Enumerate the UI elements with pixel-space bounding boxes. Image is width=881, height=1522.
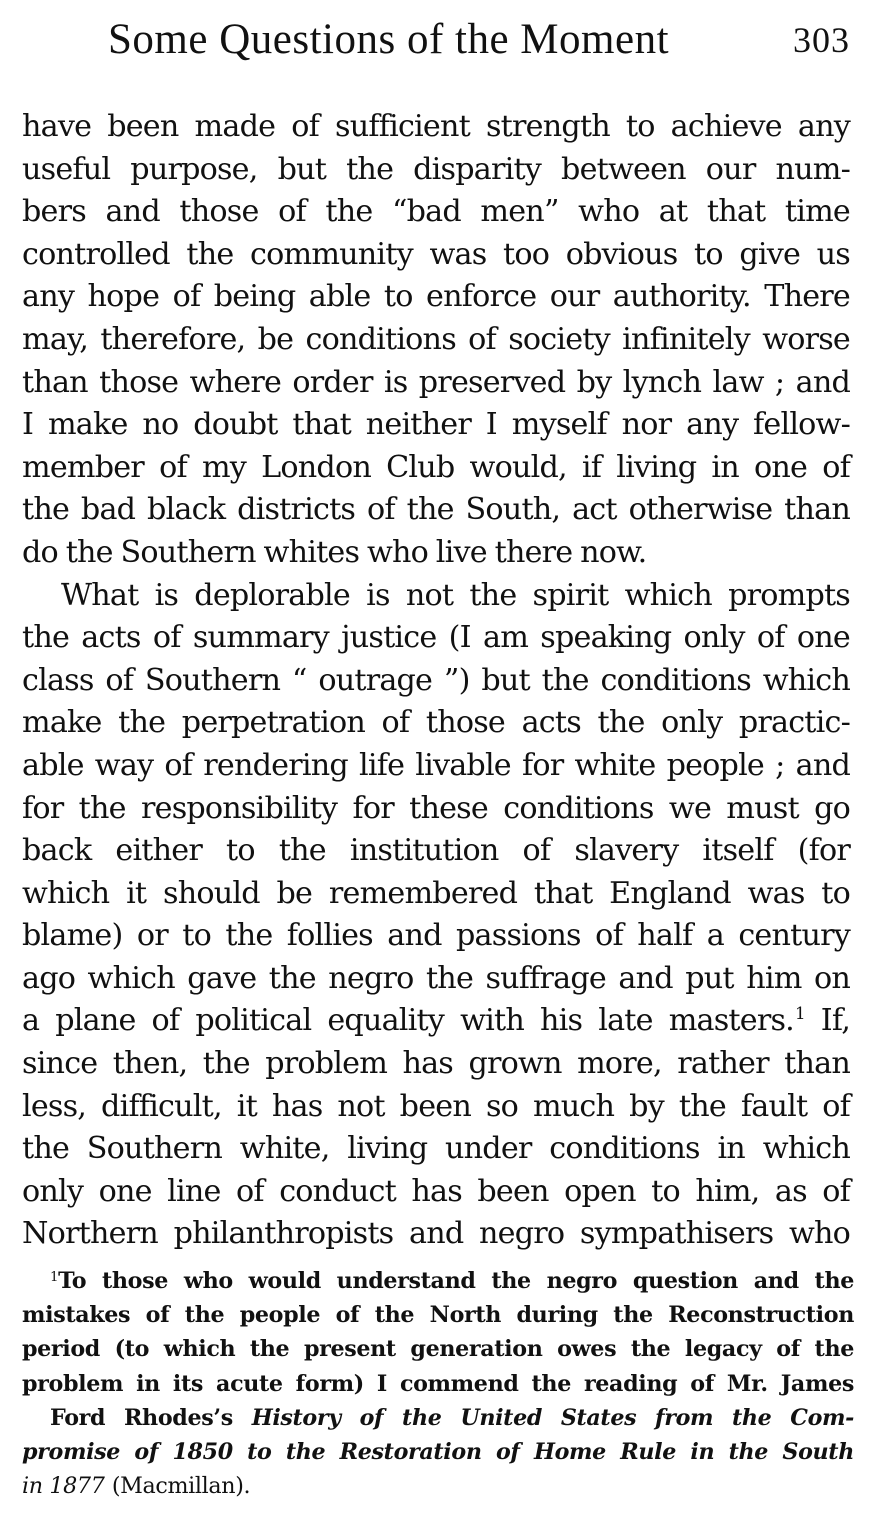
page-number: 303 [793,20,850,60]
footnote-line: problem in its acute form) I commend the reading of Mr. James [22,1370,854,1397]
text-line: blame) or to the follies and passions of half a century [22,918,850,954]
text-line: controlled the community was too obvious to give us [22,236,850,272]
paragraph-end-line: do the Southern whites who live there now. [22,534,647,570]
text-line: any hope of being able to enforce our authority. There [22,279,850,315]
footnote-publisher: (Macmillan). [111,1473,251,1500]
text-line: than those where order is preserved by lynch law ; and [22,364,850,400]
footnote-text: To those who would understand the negro question and the [58,1268,854,1294]
text-line: the bad black districts of the South, act otherwise than [22,492,850,528]
text-line: which it should be remembered that England was to [22,875,850,911]
body-text [22,106,850,1256]
text-line: back either to the institution of slavery itself (for [22,833,850,869]
text-line: may, therefore, be conditions of society infinitely worse [22,321,850,357]
footnote-line [22,1264,854,1298]
text-line: I make no doubt that neither I myself nor any fellow- [22,407,850,443]
running-head [108,14,850,66]
text-line: useful purpose, but the disparity between our num- [22,151,850,187]
footnote-book-title: in 1877 [22,1473,105,1500]
line-text: If, [820,1003,850,1039]
footnote-line: period (to which the present generation owes the legacy of the [22,1336,854,1363]
text-line: less, difficult, it has not been so much by the fault of [22,1088,850,1124]
text-line: Northern philanthropists and negro sympathisers who [22,1216,850,1252]
footnote-line [22,1435,854,1469]
footnote [22,1264,854,1503]
text-line: member of my London Club would, if living in one of [22,449,850,485]
footnote-line [22,1401,854,1435]
footnote-line [22,1469,854,1503]
text-line: class of Southern “ outrage ”) but the conditions which [22,662,850,698]
footnote-author: Ford Rhodes’s [50,1404,233,1431]
running-title: Some Questions of the Moment [108,16,670,63]
paragraph-start-line: What is deplorable is not the spirit which prompts [61,577,850,613]
footnote-reference: 1 [794,1003,805,1023]
line-text: a plane of political equality with his late masters. [22,1003,794,1039]
text-line: the Southern white, living under conditions in which [22,1131,850,1167]
text-line: for the responsibility for these conditions we must go [22,790,850,826]
text-line: bers and those of the “bad men” who at that time [22,194,850,230]
text-line: since then, the problem has grown more, rather than [22,1046,850,1082]
footnote-line: mistakes of the people of the North during the Reconstruction [22,1302,854,1329]
text-line: the acts of summary justice (I am speaking only of one [22,620,850,656]
text-line: have been made of sufficient strength to achieve any [22,109,850,144]
text-line: only one line of conduct has been open to him, as of [22,1173,850,1209]
footnote-marker: 1 [50,1269,59,1285]
text-line: ago which gave the negro the suffrage and put him on [22,960,850,996]
text-line: able way of rendering life livable for white people ; and [22,747,850,783]
footnote-book-title: promise of 1850 to the Restoration of Home Rule in the South [22,1438,854,1465]
text-line: make the perpetration of those acts the only practic- [22,705,850,741]
footnote-book-title: History of the United States from the Com- [251,1404,855,1431]
text-line-with-footnote-ref [22,1000,850,1043]
